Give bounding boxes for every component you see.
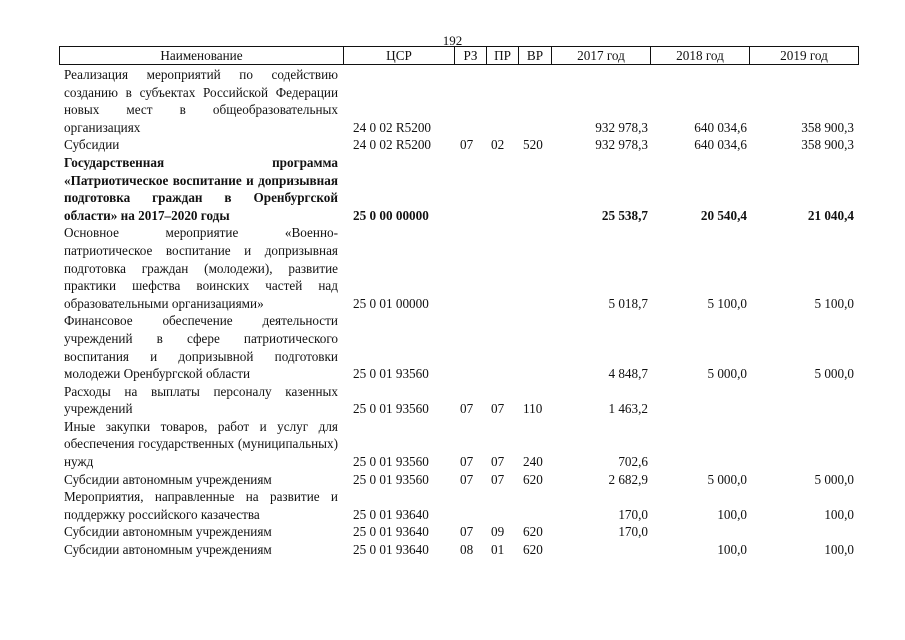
row-rz: 07 [460,401,474,417]
table-row [0,488,905,523]
column-header-pr: ПР [487,47,519,64]
column-header-rz: РЗ [455,47,487,64]
row-pr: 07 [491,454,505,470]
row-pr: 09 [491,524,505,540]
row-rz: 07 [460,137,474,153]
table-row [0,136,905,154]
row-name: Мероприятия, направленные на развитие и поддержку российского казачества [64,489,338,522]
row-2019-value: 358 900,3 [801,137,854,153]
row-pr: 07 [491,471,505,487]
row-vr: 110 [523,401,543,417]
row-rz: 08 [460,542,474,558]
row-vr: 240 [523,454,543,470]
row-2018-value: 100,0 [717,506,747,522]
column-header-name: Наименование [60,47,344,64]
table-body [0,66,905,559]
column-header-csr: ЦСР [344,47,455,64]
row-rz: 07 [460,524,474,540]
row-name: Субсидии автономным учреждениям [64,471,272,487]
row-2017-value: 2 682,9 [608,471,648,487]
table-row [0,418,905,471]
column-header-2017: 2017 год [552,47,651,64]
row-2019-value: 5 000,0 [814,471,854,487]
row-vr: 620 [523,542,543,558]
row-pr: 01 [491,542,505,558]
row-2019-value: 358 900,3 [801,119,854,135]
row-name: Иные закупки товаров, работ и услуг для обеспечения государственных (муниципальных) нужд [64,418,338,470]
row-vr: 620 [523,471,543,487]
row-vr: 620 [523,524,543,540]
row-2018-value: 20 540,4 [700,207,747,223]
row-2019-value: 5 000,0 [814,366,854,382]
column-header-vr: ВР [519,47,552,64]
row-2018-value: 100,0 [717,542,747,558]
row-2017-value: 702,6 [618,454,648,470]
row-name: Реализация мероприятий по содействию созданию в субъектах Российской Федерации новых мест в общеобразовательных организациях [64,67,338,135]
row-name: Расходы на выплаты персоналу казенных учреждений [64,383,338,417]
row-name: Основное мероприятие «Военно-патриотическое воспитание и допризывная подготовка граждан (молодежи), развитие практики шефства воинских частей над образовательными организациями» [64,225,338,311]
row-2017-value: 932 978,3 [595,137,648,153]
table-row [0,224,905,312]
column-header-2019: 2019 год [780,48,828,63]
row-csr: 25 0 01 93640 [353,524,429,540]
row-vr: 520 [523,137,543,153]
row-csr: 25 0 01 93640 [353,542,429,558]
row-2018-value: 5 100,0 [707,295,747,311]
row-2017-value: 170,0 [618,524,648,540]
row-csr: 25 0 01 93560 [353,471,429,487]
row-csr: 25 0 01 93560 [353,401,429,417]
row-2019-value: 21 040,4 [807,207,854,223]
row-rz: 07 [460,471,474,487]
row-rz: 07 [460,454,474,470]
page-number: 192 [442,33,463,48]
row-name: Финансовое обеспечение деятельности учреждений в сфере патриотического воспитания и допризывной подготовки молодежи Оренбургской области [64,313,338,382]
table-row [0,154,905,224]
row-pr: 07 [491,401,505,417]
row-2017-value: 4 848,7 [608,366,648,382]
row-name: Субсидии автономным учреждениям [64,542,272,558]
row-name: Субсидии автономным учреждениям [64,524,272,540]
row-name: Государственная программа «Патриотическое воспитание и допризывная подготовка граждан в Оренбургской области» на 2017–2020 годы [64,154,338,223]
table-row [0,471,905,489]
table-row [0,541,905,559]
row-2017-value: 932 978,3 [595,119,648,135]
row-2019-value: 5 100,0 [814,295,854,311]
row-csr: 25 0 00 00000 [353,207,429,223]
table-header [59,46,859,65]
table-row [0,383,905,418]
row-csr: 25 0 01 00000 [353,295,429,311]
row-2017-value: 1 463,2 [608,401,648,417]
row-2018-value: 640 034,6 [694,137,747,153]
row-2017-value: 170,0 [618,506,648,522]
table-row [0,523,905,541]
row-csr: 24 0 02 R5200 [353,137,432,153]
row-2017-value: 5 018,7 [608,295,648,311]
row-2017-value: 25 538,7 [601,207,648,223]
row-name: Субсидии [64,137,120,153]
row-2018-value: 5 000,0 [707,471,747,487]
row-csr: 24 0 02 R5200 [353,119,432,135]
row-2018-value: 5 000,0 [707,366,747,382]
row-2018-value: 640 034,6 [694,119,747,135]
row-pr: 02 [491,137,505,153]
table-row [0,66,905,136]
column-header-2018: 2018 год [651,47,750,64]
row-2019-value: 100,0 [824,542,854,558]
row-2019-value: 100,0 [824,506,854,522]
row-csr: 25 0 01 93640 [353,506,429,522]
row-csr: 25 0 01 93560 [353,366,429,382]
table-row [0,312,905,382]
row-csr: 25 0 01 93560 [353,454,429,470]
